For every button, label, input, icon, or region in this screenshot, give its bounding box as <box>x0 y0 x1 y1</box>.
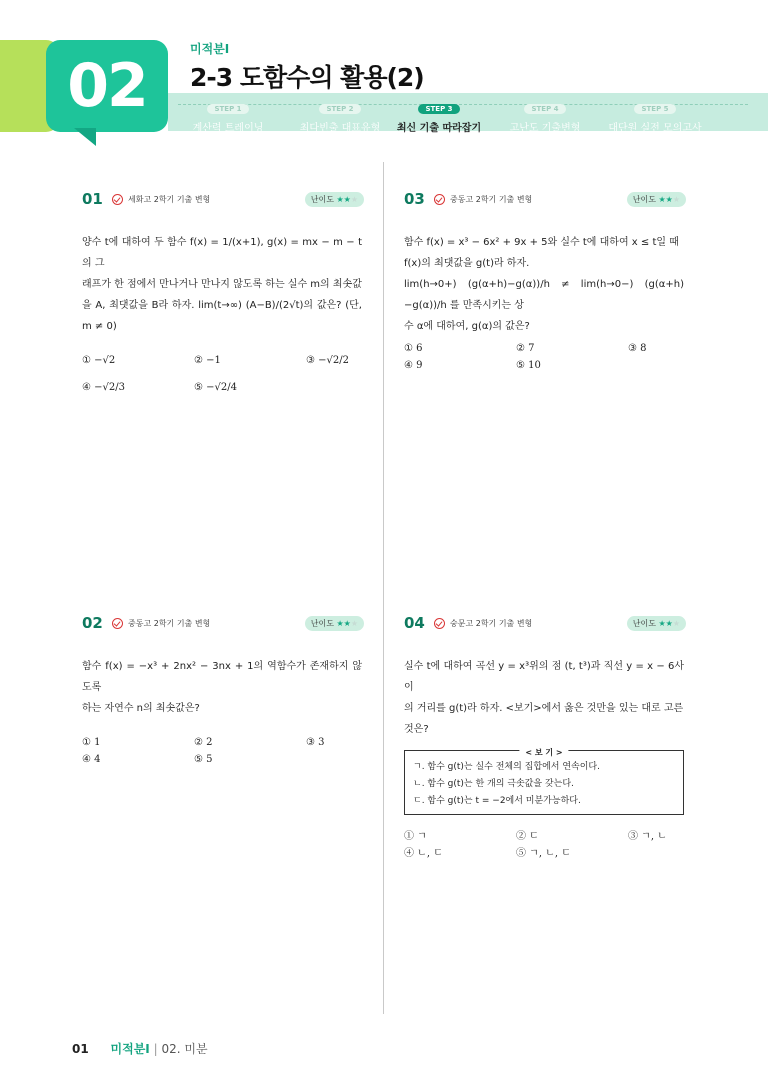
choice-2[interactable]: ② 2 <box>194 737 213 748</box>
problem-source: 숭문고 2학기 기출 변형 <box>450 619 533 628</box>
problem-text <box>82 232 362 337</box>
subject-label: 미적분I <box>190 42 230 56</box>
bogi-title: < 보 기 > <box>519 744 568 761</box>
step-label: 최신 기출 따라잡기 <box>396 123 482 134</box>
choice-4[interactable]: ④ 4 <box>82 754 101 765</box>
check-icon <box>434 618 445 629</box>
choice-1[interactable]: ① ㄱ <box>404 831 427 842</box>
chapter-badge <box>46 40 168 132</box>
choice-5[interactable]: ⑤ 10 <box>516 360 541 371</box>
bogi-item: ㄴ. 함수 g(t)는 한 개의 극솟값을 갖는다. <box>413 779 574 789</box>
problem-text <box>82 656 362 719</box>
difficulty-label: 난이도 <box>310 195 334 204</box>
choice-5[interactable]: ⑤ 5 <box>194 754 213 765</box>
bogi-item: ㄱ. 함수 g(t)는 실수 전체의 집합에서 연속이다. <box>413 762 600 772</box>
problem-source: 중동고 2학기 기출 변형 <box>450 195 533 204</box>
star-icon: ★★ <box>658 195 673 204</box>
footer-separator: | <box>153 1042 158 1056</box>
problem-02 <box>82 614 362 771</box>
problem-number: 02 <box>82 614 103 632</box>
step-5 <box>595 96 715 134</box>
choice-4[interactable]: ④ 9 <box>404 360 423 371</box>
problem-line: 하는 자연수 n의 최솟값은? <box>82 703 200 714</box>
choice-3[interactable]: ③ −√2/2 <box>306 355 349 366</box>
choice-4[interactable]: ④ ㄴ, ㄷ <box>404 848 443 859</box>
star-icon: ★★ <box>658 619 673 628</box>
difficulty-label: 난이도 <box>310 619 334 628</box>
page-number: 01 <box>72 1042 89 1056</box>
choice-3[interactable]: ③ ㄱ, ㄴ <box>628 831 667 842</box>
problem-03 <box>404 190 684 377</box>
column-divider <box>383 162 384 1014</box>
step-4 <box>485 96 605 134</box>
answer-choices <box>82 737 362 771</box>
problem-number: 04 <box>404 614 425 632</box>
problem-line: 실수 t에 대하여 곡선 y = x³위의 점 (t, t³)과 직선 y = x − 6사이 <box>404 661 684 693</box>
problem-number: 03 <box>404 190 425 208</box>
step-3 <box>379 96 499 134</box>
chapter-number: 02 <box>67 51 147 121</box>
star-empty-icon: ★ <box>672 619 680 628</box>
step-tag: STEP 3 <box>418 104 459 114</box>
step-tag: STEP 4 <box>524 104 565 114</box>
problem-number: 01 <box>82 190 103 208</box>
step-bar <box>168 93 768 134</box>
bogi-item: ㄷ. 함수 g(t)는 t = −2에서 미분가능하다. <box>413 796 581 806</box>
step-tag: STEP 2 <box>319 104 360 114</box>
problem-01 <box>82 190 362 399</box>
star-empty-icon: ★ <box>672 195 680 204</box>
problem-line: f(x)의 최댓값을 g(t)라 하자. <box>404 258 530 269</box>
problem-line: lim(h→0+) (g(α+h)−g(α))/h ≠ lim(h→0−) (g(α+h)−g(α))/h 를 만족시키는 상 <box>404 279 684 311</box>
badge-tail <box>74 128 96 146</box>
problem-04 <box>404 614 684 861</box>
difficulty-badge <box>305 616 364 631</box>
difficulty-badge <box>627 616 686 631</box>
footer-subject: 미적분I <box>110 1042 150 1056</box>
step-tag: STEP 5 <box>634 104 675 114</box>
choice-5[interactable]: ⑤ −√2/4 <box>194 382 237 393</box>
choice-5[interactable]: ⑤ ㄱ, ㄴ, ㄷ <box>516 848 571 859</box>
problem-line: 것은? <box>404 724 429 735</box>
difficulty-badge <box>305 192 364 207</box>
page-title: 2-3 도함수의 활용(2) <box>190 63 424 92</box>
step-1 <box>168 96 288 134</box>
answer-choices <box>404 827 684 861</box>
problem-text <box>404 232 684 337</box>
star-empty-icon: ★ <box>350 619 358 628</box>
star-icon: ★★ <box>336 619 351 628</box>
star-icon: ★★ <box>336 195 351 204</box>
check-icon <box>112 194 123 205</box>
problem-text <box>404 656 684 740</box>
page-footer <box>72 1040 208 1057</box>
step-label: 대단원 실전 모의고사 <box>608 123 702 134</box>
choice-2[interactable]: ② 7 <box>516 343 535 354</box>
choice-3[interactable]: ③ 8 <box>628 343 647 354</box>
step-label: 계산력 트레이닝 <box>192 123 264 134</box>
step-label: 최다빈출 대표유형 <box>299 123 381 134</box>
step-label: 고난도 기출변형 <box>509 123 581 134</box>
problem-line: 래프가 한 점에서 만나거나 만나지 않도록 하는 실수 m의 최솟값 <box>82 279 362 290</box>
star-empty-icon: ★ <box>350 195 358 204</box>
step-tag: STEP 1 <box>207 104 248 114</box>
problem-header <box>82 614 362 636</box>
problem-line: 을 A, 최댓값을 B라 하자. lim(t→∞) (A−B)/(2√t)의 값은? (단, m ≠ 0) <box>82 300 362 332</box>
problem-header <box>404 614 684 636</box>
answer-choices <box>404 343 684 377</box>
difficulty-badge <box>627 192 686 207</box>
choice-3[interactable]: ③ 3 <box>306 737 325 748</box>
problem-line: 의 거리를 g(t)라 하자. <보기>에서 옳은 것만을 있는 대로 고른 <box>404 703 684 714</box>
footer-chapter: 02. 미분 <box>161 1042 208 1056</box>
problem-source: 세화고 2학기 기출 변형 <box>128 195 211 204</box>
choice-4[interactable]: ④ −√2/3 <box>82 382 125 393</box>
problem-header <box>404 190 684 212</box>
check-icon <box>112 618 123 629</box>
choice-2[interactable]: ② −1 <box>194 355 221 366</box>
problem-line: 함수 f(x) = −x³ + 2nx² − 3nx + 1의 역함수가 존재하지 않도록 <box>82 661 362 693</box>
problem-line: 양수 t에 대하여 두 함수 f(x) = 1/(x+1), g(x) = mx − m − t의 그 <box>82 237 362 269</box>
choice-1[interactable]: ① −√2 <box>82 355 116 366</box>
choice-2[interactable]: ② ㄷ <box>516 831 539 842</box>
difficulty-label: 난이도 <box>632 619 656 628</box>
choice-1[interactable]: ① 6 <box>404 343 423 354</box>
answer-choices <box>82 355 362 399</box>
problem-source: 중동고 2학기 기출 변형 <box>128 619 211 628</box>
problem-header <box>82 190 362 212</box>
difficulty-label: 난이도 <box>632 195 656 204</box>
choice-1[interactable]: ① 1 <box>82 737 101 748</box>
problem-line: 함수 f(x) = x³ − 6x² + 9x + 5와 실수 t에 대하여 x ≤ t일 때 <box>404 237 679 248</box>
bogi-box <box>404 750 684 815</box>
check-icon <box>434 194 445 205</box>
problem-line: 수 α에 대하여, g(α)의 값은? <box>404 321 530 332</box>
